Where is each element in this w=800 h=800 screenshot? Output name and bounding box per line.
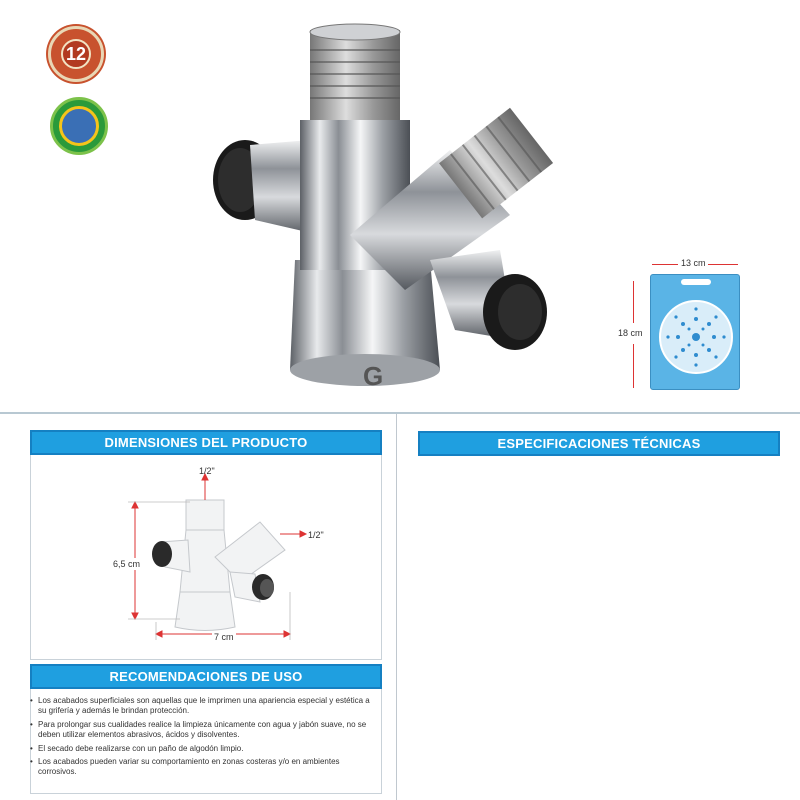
blister-height-label: 18 cm [618,328,643,338]
column-divider [396,414,397,800]
recommendation-item: • Para prolongar sus cualidades realice la limpieza únicamente con agua y jabón suave, no se deben utilizar elementos abrasivos, ácidos y disolventes. [30,720,375,741]
brand-logo: G [363,361,384,391]
eco-badge [50,97,108,155]
blister-pack [650,274,740,390]
specs-title: ESPECIFICACIONES TÉCNICAS [497,436,701,451]
recommendation-item: • Los acabados superficiales son aquellas que le imprimen una apariencia especial y estética a su grifería y además le brindan protección. [30,696,375,717]
warranty-number: 12 [65,43,87,64]
blister-width-label: 13 cm [681,258,706,268]
recommendations-list [30,696,375,781]
top-thread-label: 1/2" [199,466,215,476]
recommendation-item: • El secado debe realizarse con un paño de algodón limpio. [30,744,375,754]
recommendations-header [30,664,382,689]
height-label: 6,5 cm [113,559,141,569]
section-divider [0,412,800,414]
dimensions-diagram [120,462,340,647]
recommendation-item: • Los acabados pueden variar su comportamiento en zonas costeras y/o en ambientes corrosivos. [30,757,375,778]
width-label: 7 cm [214,632,234,642]
side-thread-label: 1/2" [308,530,324,540]
recommendations-title: RECOMENDACIONES DE USO [109,669,303,684]
blister-size-diagram [618,256,758,392]
specs-header [418,431,780,456]
warranty-badge [48,26,104,82]
diverter-valve-image [200,20,570,405]
dimensions-title: DIMENSIONES DEL PRODUCTO [104,435,308,450]
dimensions-header [30,430,382,455]
